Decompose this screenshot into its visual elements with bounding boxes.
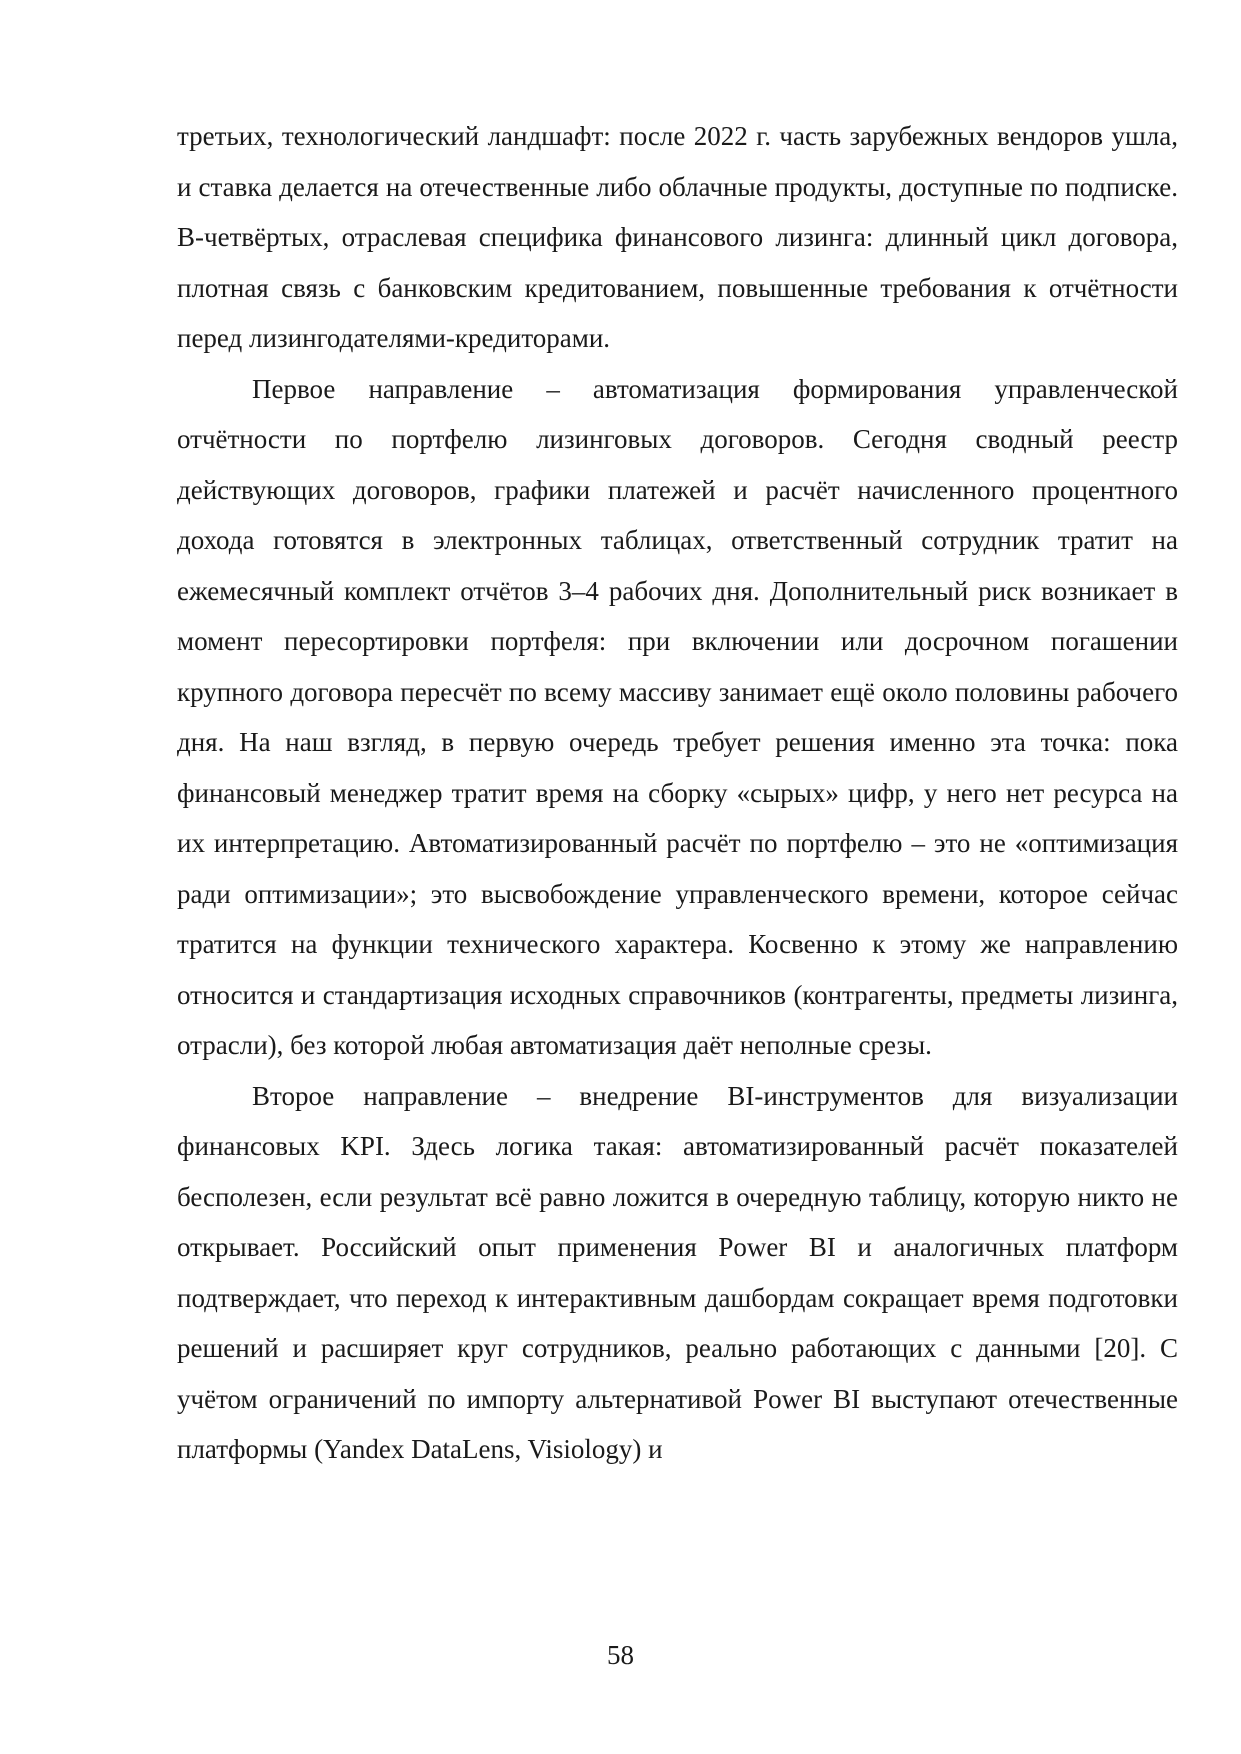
page-body [177,111,1178,1475]
paragraph-2: Первое направление – автоматизация формирования управленческой отчётности по портфелю лизинговых договоров. Сегодня сводный реестр действующих договоров, графики платежей и расчёт начисленного процентного дохода готовятся в электронных таблицах, ответственный сотрудник тратит на ежемесячный комплект отчётов 3–4 рабочих дня. Дополнительный риск возникает в момент пересортировки портфеля: при включении или досрочном погашении крупного договора пересчёт по всему массиву занимает ещё около половины рабочего дня. На наш взгляд, в первую очередь требует решения именно эта точка: пока финансовый менеджер тратит время на сборку «сырых» цифр, у него нет ресурса на их интерпретацию. Автоматизированный расчёт по портфелю – это не «оптимизация ради оптимизации»; это высвобождение управленческого времени, которое сейчас тратится на функции технического характера. Косвенно к этому же направлению относится и стандартизация исходных справочников (контрагенты, предметы лизинга, отрасли), без которой любая автоматизация даёт неполные срезы. [177,373,1178,1060]
paragraph-1: третьих, технологический ландшафт: после 2022 г. часть зарубежных вендоров ушла, и ставка делается на отечественные либо облачные продукты, доступные по подписке. В-четвёртых, отраслевая специфика финансового лизинга: длинный цикл договора, плотная связь с банковским кредитованием, повышенные требования к отчётности перед лизингодателями-кредиторами. [177,121,1178,353]
page-number: 58 [607,1640,634,1670]
paragraph-3: Второе направление – внедрение BI-инструментов для визуализации финансовых KPI. Здесь логика такая: автоматизированный расчёт показателей бесполезен, если результат всё равно ложится в очередную таблицу, которую никто не открывает. Российский опыт применения Power BI и аналогичных платформ подтверждает, что переход к интерактивным дашбордам сокращает время подготовки решений и расширяет круг сотрудников, реально работающих с данными [20]. С учётом ограничений по импорту альтернативой Power BI выступают отечественные платформы (Yandex DataLens, Visiology) и [177,1080,1178,1464]
